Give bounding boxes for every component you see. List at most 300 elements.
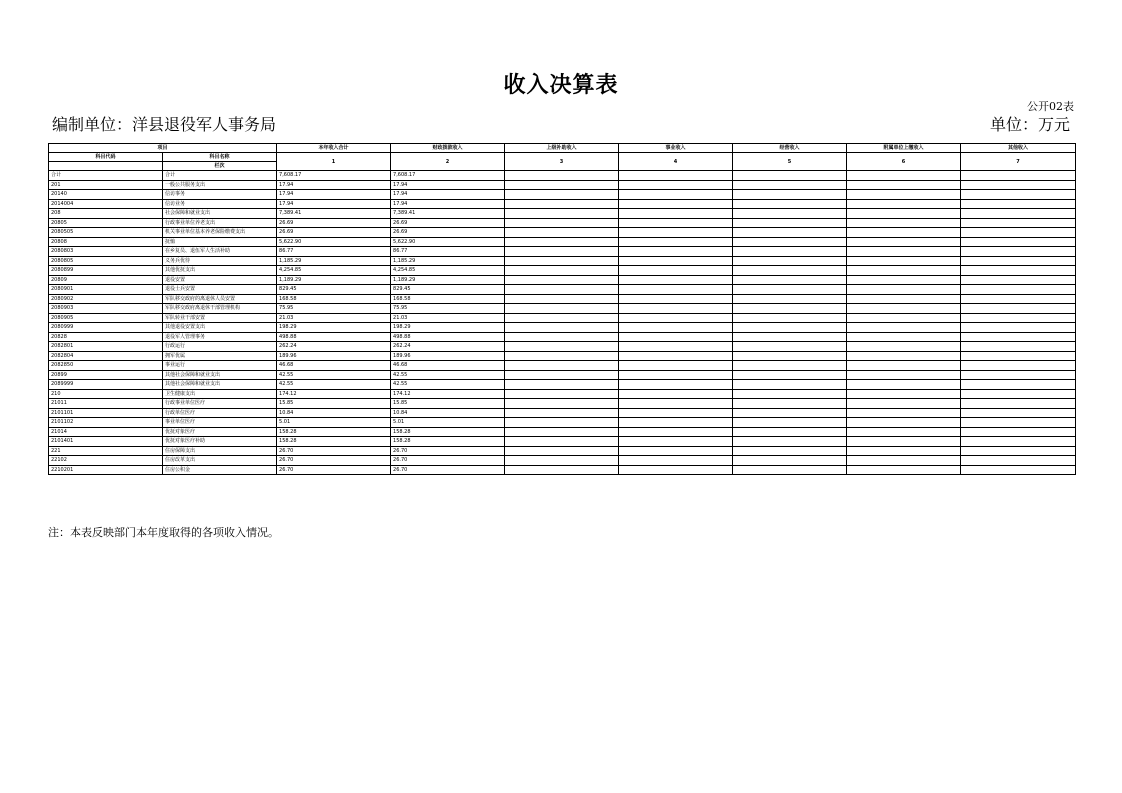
row-fiscal: 10.84 — [391, 408, 505, 418]
row-empty — [733, 408, 847, 418]
row-fiscal: 15.85 — [391, 399, 505, 409]
row-total: 174.12 — [277, 389, 391, 399]
row-empty — [505, 228, 619, 238]
row-name: 卫生健康支出 — [163, 389, 277, 399]
col-number: 4 — [619, 153, 733, 171]
row-name: 社会保障和就业支出 — [163, 209, 277, 219]
row-empty — [961, 342, 1076, 352]
row-empty — [619, 313, 733, 323]
row-total: 829.45 — [277, 285, 391, 295]
row-name: 一般公共服务支出 — [163, 180, 277, 190]
row-empty — [847, 465, 961, 475]
row-name: 行政运行 — [163, 342, 277, 352]
row-empty — [847, 351, 961, 361]
row-fiscal: 5,622.90 — [391, 237, 505, 247]
row-empty — [505, 180, 619, 190]
row-name: 住房改革支出 — [163, 456, 277, 466]
row-code: 20808 — [49, 237, 163, 247]
row-empty — [619, 304, 733, 314]
row-empty — [619, 456, 733, 466]
row-total: 15.85 — [277, 399, 391, 409]
row-empty — [505, 370, 619, 380]
row-empty — [961, 237, 1076, 247]
row-code: 2082850 — [49, 361, 163, 371]
row-fiscal: 26.69 — [391, 218, 505, 228]
row-name: 机关事业单位基本养老保险缴费支出 — [163, 228, 277, 238]
col-number: 6 — [847, 153, 961, 171]
row-fiscal: 42.55 — [391, 380, 505, 390]
row-code: 20140 — [49, 190, 163, 200]
row-empty — [619, 171, 733, 181]
row-empty — [619, 285, 733, 295]
header-col: 上级补助收入 — [505, 144, 619, 153]
table-row — [49, 285, 1076, 295]
row-empty — [733, 199, 847, 209]
row-empty — [847, 418, 961, 428]
row-empty — [847, 332, 961, 342]
table-row — [49, 389, 1076, 399]
table-row — [49, 294, 1076, 304]
row-code: 2080902 — [49, 294, 163, 304]
row-empty — [847, 342, 961, 352]
row-fiscal: 75.95 — [391, 304, 505, 314]
row-total: 42.55 — [277, 380, 391, 390]
row-empty — [961, 332, 1076, 342]
row-empty — [961, 228, 1076, 238]
row-empty — [961, 180, 1076, 190]
row-empty — [619, 437, 733, 447]
row-code: 2082804 — [49, 351, 163, 361]
row-name: 行政事业单位养老支出 — [163, 218, 277, 228]
row-empty — [505, 351, 619, 361]
row-total: 17.94 — [277, 190, 391, 200]
row-total: 7,608.17 — [277, 171, 391, 181]
row-empty — [847, 313, 961, 323]
row-name: 事业单位医疗 — [163, 418, 277, 428]
row-code: 2080803 — [49, 247, 163, 257]
table-row — [49, 399, 1076, 409]
table-row — [49, 456, 1076, 466]
row-empty — [505, 323, 619, 333]
row-empty — [505, 380, 619, 390]
row-name: 其他社会保障和就业支出 — [163, 380, 277, 390]
row-empty — [847, 209, 961, 219]
table-row — [49, 228, 1076, 238]
row-empty — [619, 247, 733, 257]
row-total: 498.88 — [277, 332, 391, 342]
row-empty — [961, 266, 1076, 276]
row-code: 2101401 — [49, 437, 163, 447]
row-code: 2014004 — [49, 199, 163, 209]
row-empty — [505, 209, 619, 219]
row-empty — [847, 180, 961, 190]
row-empty — [733, 446, 847, 456]
row-total: 42.55 — [277, 370, 391, 380]
header-row — [49, 144, 1076, 153]
header-name: 科目名称 — [163, 153, 277, 162]
row-empty — [619, 218, 733, 228]
row-total: 1,185.29 — [277, 256, 391, 266]
table-row — [49, 446, 1076, 456]
header-col: 事业收入 — [619, 144, 733, 153]
row-empty — [733, 171, 847, 181]
row-total: 17.94 — [277, 199, 391, 209]
row-empty — [961, 247, 1076, 257]
table-row — [49, 342, 1076, 352]
table-row — [49, 313, 1076, 323]
row-fiscal: 1,189.29 — [391, 275, 505, 285]
header-row — [49, 153, 1076, 162]
row-code: 2210201 — [49, 465, 163, 475]
currency-unit: 单位：万元 — [989, 115, 1070, 134]
header-item: 项目 — [49, 144, 277, 153]
row-empty — [505, 361, 619, 371]
table-row — [49, 180, 1076, 190]
row-empty — [961, 456, 1076, 466]
row-empty — [961, 446, 1076, 456]
row-name: 信访事务 — [163, 190, 277, 200]
row-empty — [733, 247, 847, 257]
table-row — [49, 247, 1076, 257]
row-empty — [847, 408, 961, 418]
row-total: 4,254.85 — [277, 266, 391, 276]
row-empty — [619, 342, 733, 352]
row-empty — [961, 171, 1076, 181]
row-empty — [961, 256, 1076, 266]
row-name: 抚恤 — [163, 237, 277, 247]
row-empty — [733, 256, 847, 266]
row-empty — [961, 190, 1076, 200]
row-empty — [733, 342, 847, 352]
row-fiscal: 26.69 — [391, 228, 505, 238]
row-fiscal: 198.29 — [391, 323, 505, 333]
row-empty — [847, 304, 961, 314]
row-name: 优抚对象医疗 — [163, 427, 277, 437]
row-empty — [961, 370, 1076, 380]
row-code: 2080805 — [49, 256, 163, 266]
row-total: 26.69 — [277, 218, 391, 228]
row-empty — [505, 266, 619, 276]
row-name: 其他优抚支出 — [163, 266, 277, 276]
row-empty — [733, 418, 847, 428]
row-fiscal: 46.68 — [391, 361, 505, 371]
table-row — [49, 418, 1076, 428]
row-empty — [847, 427, 961, 437]
row-total: 158.28 — [277, 427, 391, 437]
row-empty — [505, 275, 619, 285]
row-code: 2089999 — [49, 380, 163, 390]
row-empty — [733, 304, 847, 314]
row-empty — [961, 218, 1076, 228]
row-name: 退役安置 — [163, 275, 277, 285]
row-empty — [847, 370, 961, 380]
row-code: 210 — [49, 389, 163, 399]
table-row — [49, 380, 1076, 390]
row-empty — [619, 190, 733, 200]
row-code: 208 — [49, 209, 163, 219]
row-empty — [961, 313, 1076, 323]
row-empty — [619, 361, 733, 371]
row-fiscal: 158.28 — [391, 437, 505, 447]
row-empty — [961, 427, 1076, 437]
row-name: 其他退役安置支出 — [163, 323, 277, 333]
row-fiscal: 17.94 — [391, 199, 505, 209]
row-empty — [961, 323, 1076, 333]
row-total: 158.28 — [277, 437, 391, 447]
table-row — [49, 199, 1076, 209]
footnote: 注：本表反映部门本年度取得的各项收入情况。 — [48, 526, 279, 539]
row-empty — [961, 294, 1076, 304]
row-empty — [619, 418, 733, 428]
row-total: 21.03 — [277, 313, 391, 323]
row-empty — [505, 237, 619, 247]
row-empty — [961, 209, 1076, 219]
row-empty — [733, 266, 847, 276]
row-empty — [847, 456, 961, 466]
row-empty — [733, 180, 847, 190]
page-title: 收入决算表 — [503, 73, 619, 98]
row-empty — [847, 199, 961, 209]
row-empty — [505, 342, 619, 352]
row-empty — [619, 209, 733, 219]
table-row — [49, 361, 1076, 371]
row-name: 事业运行 — [163, 361, 277, 371]
row-empty — [961, 199, 1076, 209]
table-row — [49, 370, 1076, 380]
row-empty — [733, 228, 847, 238]
row-empty — [733, 351, 847, 361]
row-total: 86.77 — [277, 247, 391, 257]
row-total: 189.96 — [277, 351, 391, 361]
row-empty — [961, 351, 1076, 361]
header-col: 附属单位上缴收入 — [847, 144, 961, 153]
row-code: 2082801 — [49, 342, 163, 352]
row-empty — [505, 389, 619, 399]
row-name: 军队移交政府的离退休人员安置 — [163, 294, 277, 304]
form-number: 公开02表 — [1027, 100, 1074, 113]
row-fiscal: 17.94 — [391, 190, 505, 200]
row-name: 军队移交政府离退休干部管理机构 — [163, 304, 277, 314]
row-name: 住房保障支出 — [163, 446, 277, 456]
row-fiscal: 189.96 — [391, 351, 505, 361]
row-code: 21011 — [49, 399, 163, 409]
row-total: 26.70 — [277, 446, 391, 456]
row-name: 退役军人管理事务 — [163, 332, 277, 342]
row-fiscal: 21.03 — [391, 313, 505, 323]
row-code: 20899 — [49, 370, 163, 380]
row-code: 2080899 — [49, 266, 163, 276]
row-empty — [505, 190, 619, 200]
row-empty — [733, 209, 847, 219]
row-empty — [847, 218, 961, 228]
row-code: 22102 — [49, 456, 163, 466]
row-fiscal: 26.70 — [391, 446, 505, 456]
table-row — [49, 437, 1076, 447]
row-code: 合计 — [49, 171, 163, 181]
row-empty — [619, 180, 733, 190]
row-code: 2080903 — [49, 304, 163, 314]
row-empty — [961, 275, 1076, 285]
row-empty — [619, 228, 733, 238]
row-empty — [619, 399, 733, 409]
row-empty — [505, 313, 619, 323]
row-empty — [961, 465, 1076, 475]
row-empty — [733, 275, 847, 285]
row-total: 5,622.90 — [277, 237, 391, 247]
row-empty — [847, 275, 961, 285]
row-empty — [505, 218, 619, 228]
row-code: 20828 — [49, 332, 163, 342]
row-empty — [961, 399, 1076, 409]
row-empty — [505, 199, 619, 209]
col-number: 2 — [391, 153, 505, 171]
row-empty — [505, 456, 619, 466]
row-empty — [733, 389, 847, 399]
header-col: 其他收入 — [961, 144, 1076, 153]
row-empty — [733, 323, 847, 333]
row-empty — [961, 380, 1076, 390]
row-empty — [733, 190, 847, 200]
row-fiscal: 498.88 — [391, 332, 505, 342]
col-number: 5 — [733, 153, 847, 171]
table-row — [49, 332, 1076, 342]
row-empty — [505, 446, 619, 456]
row-total: 10.84 — [277, 408, 391, 418]
row-empty — [619, 351, 733, 361]
compiling-unit: 编制单位：洋县退役军人事务局 — [52, 115, 277, 134]
row-fiscal: 4,254.85 — [391, 266, 505, 276]
row-total: 262.24 — [277, 342, 391, 352]
row-name: 其他社会保障和就业支出 — [163, 370, 277, 380]
row-empty — [961, 304, 1076, 314]
row-empty — [619, 199, 733, 209]
row-empty — [505, 247, 619, 257]
row-empty — [733, 465, 847, 475]
row-name: 义务兵优待 — [163, 256, 277, 266]
row-empty — [847, 361, 961, 371]
header-col: 本年收入合计 — [277, 144, 391, 153]
row-empty — [733, 237, 847, 247]
row-empty — [847, 294, 961, 304]
header-code: 科目代码 — [49, 153, 163, 162]
row-empty — [505, 465, 619, 475]
table-row — [49, 237, 1076, 247]
row-empty — [733, 332, 847, 342]
row-empty — [733, 380, 847, 390]
row-empty — [847, 266, 961, 276]
row-empty — [961, 285, 1076, 295]
row-empty — [847, 247, 961, 257]
row-empty — [733, 361, 847, 371]
row-empty — [505, 437, 619, 447]
row-empty — [505, 304, 619, 314]
row-empty — [505, 171, 619, 181]
row-name: 合计 — [163, 171, 277, 181]
row-fiscal: 829.45 — [391, 285, 505, 295]
row-fiscal: 262.24 — [391, 342, 505, 352]
row-empty — [733, 313, 847, 323]
row-empty — [505, 399, 619, 409]
row-empty — [619, 427, 733, 437]
row-code: 2101102 — [49, 418, 163, 428]
table-row — [49, 465, 1076, 475]
table-row — [49, 427, 1076, 437]
row-empty — [733, 285, 847, 295]
row-empty — [847, 285, 961, 295]
row-fiscal: 168.58 — [391, 294, 505, 304]
row-fiscal: 5.01 — [391, 418, 505, 428]
row-name: 拥军优属 — [163, 351, 277, 361]
row-empty — [619, 370, 733, 380]
row-empty — [847, 437, 961, 447]
row-code: 20809 — [49, 275, 163, 285]
row-empty — [733, 456, 847, 466]
table-row — [49, 256, 1076, 266]
row-empty — [733, 399, 847, 409]
row-empty — [619, 294, 733, 304]
row-empty — [505, 332, 619, 342]
row-empty — [961, 408, 1076, 418]
row-name: 住房公积金 — [163, 465, 277, 475]
row-name: 行政单位医疗 — [163, 408, 277, 418]
row-total: 26.70 — [277, 465, 391, 475]
row-empty — [619, 332, 733, 342]
row-fiscal: 174.12 — [391, 389, 505, 399]
row-total: 168.58 — [277, 294, 391, 304]
row-empty — [847, 228, 961, 238]
row-fiscal: 1,185.29 — [391, 256, 505, 266]
row-empty — [847, 171, 961, 181]
row-name: 在乡复员、退伍军人生活补助 — [163, 247, 277, 257]
table-row — [49, 209, 1076, 219]
row-empty — [505, 408, 619, 418]
row-code: 2101101 — [49, 408, 163, 418]
row-empty — [505, 427, 619, 437]
row-name: 优抚对象医疗补助 — [163, 437, 277, 447]
row-code: 21014 — [49, 427, 163, 437]
row-empty — [733, 294, 847, 304]
row-fiscal: 7,608.17 — [391, 171, 505, 181]
row-fiscal: 42.55 — [391, 370, 505, 380]
row-empty — [619, 237, 733, 247]
row-empty — [619, 266, 733, 276]
row-empty — [847, 256, 961, 266]
row-fiscal: 17.94 — [391, 180, 505, 190]
row-empty — [619, 465, 733, 475]
row-empty — [505, 256, 619, 266]
row-empty — [505, 418, 619, 428]
row-empty — [961, 418, 1076, 428]
row-name: 行政事业单位医疗 — [163, 399, 277, 409]
table-row — [49, 304, 1076, 314]
row-empty — [505, 285, 619, 295]
col-number: 7 — [961, 153, 1076, 171]
row-empty — [619, 408, 733, 418]
row-name: 军队转业干部安置 — [163, 313, 277, 323]
row-empty — [619, 323, 733, 333]
row-empty — [619, 275, 733, 285]
row-empty — [619, 256, 733, 266]
row-empty — [961, 437, 1076, 447]
row-code: 221 — [49, 446, 163, 456]
row-total: 7,389.41 — [277, 209, 391, 219]
row-fiscal: 158.28 — [391, 427, 505, 437]
row-empty — [733, 370, 847, 380]
table-row — [49, 275, 1076, 285]
table-row — [49, 171, 1076, 181]
row-empty — [847, 380, 961, 390]
row-total: 75.95 — [277, 304, 391, 314]
